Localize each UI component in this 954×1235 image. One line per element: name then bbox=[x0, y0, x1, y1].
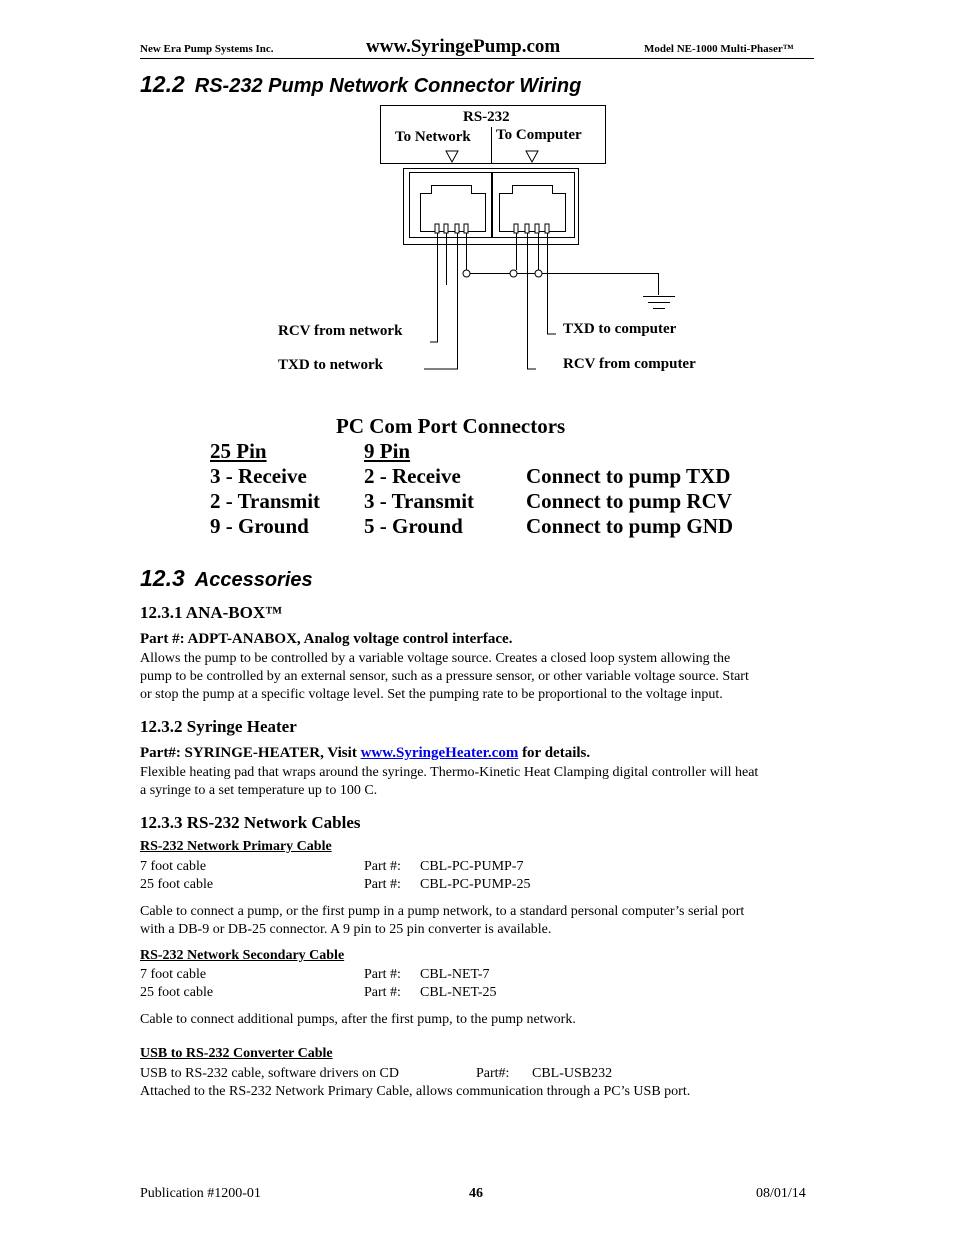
section-number: 12.3 bbox=[140, 565, 185, 591]
footer-date: 08/01/14 bbox=[756, 1186, 806, 1201]
row-25-ground: 9 - Ground bbox=[210, 514, 309, 538]
section-title: Accessories bbox=[194, 569, 313, 591]
anabox-line-2: pump to be controlled by an external sensor, such as a pressure sensor, or other variable voltage source. Start bbox=[140, 669, 749, 684]
secondary-row-2-label: Part #: bbox=[364, 985, 401, 1000]
rcv-from-computer-label: RCV from computer bbox=[563, 356, 696, 372]
usb-cable-label: Part#: bbox=[476, 1066, 510, 1081]
row-9-receive: 2 - Receive bbox=[364, 464, 461, 488]
footer-page-number: 46 bbox=[469, 1186, 483, 1201]
footer-publication: Publication #1200-01 bbox=[140, 1186, 261, 1201]
cables-heading: 12.3.3 RS-232 Network Cables bbox=[140, 813, 361, 832]
rcv-from-network-label: RCV from network bbox=[278, 323, 403, 339]
row-desc-txd: Connect to pump TXD bbox=[526, 464, 731, 488]
secondary-row-2-part: CBL-NET-25 bbox=[420, 985, 497, 1000]
to-network-label: To Network bbox=[395, 129, 471, 145]
primary-row-1-name: 7 foot cable bbox=[140, 859, 207, 874]
to-network-arrow-icon bbox=[446, 151, 458, 162]
usb-desc-line-1: Attached to the RS-232 Network Primary Cable, allows communication through a PC’s USB port. bbox=[140, 1084, 691, 1099]
primary-row-2-label: Part #: bbox=[364, 877, 401, 892]
heater-heading: 12.3.2 Syringe Heater bbox=[140, 717, 297, 736]
anabox-line-1: Allows the pump to be controlled by a variable voltage source. Creates a closed loop system allowing the bbox=[140, 651, 731, 666]
col-9-pin: 9 Pin bbox=[364, 439, 411, 463]
primary-row-2-name: 25 foot cable bbox=[140, 877, 214, 892]
row-9-transmit: 3 - Transmit bbox=[364, 489, 475, 513]
txd-to-computer-label: TXD to computer bbox=[563, 321, 677, 337]
primary-desc-line-2: with a DB-9 or DB-25 connector. A 9 pin to 25 pin converter is available. bbox=[140, 922, 552, 937]
to-computer-arrow-icon bbox=[526, 151, 538, 162]
section-title: RS-232 Pump Network Connector Wiring bbox=[194, 75, 582, 97]
heater-part bbox=[140, 745, 590, 762]
row-desc-gnd: Connect to pump GND bbox=[526, 514, 734, 538]
jack-right-frame bbox=[493, 173, 575, 238]
anabox-heading: 12.3.1 ANA-BOX™ bbox=[140, 603, 283, 622]
heater-part-prefix: Part#: SYRINGE-HEATER, Visit bbox=[140, 745, 361, 761]
jack-left-frame bbox=[410, 173, 492, 238]
secondary-row-1-label: Part #: bbox=[364, 967, 401, 982]
primary-desc-line-1: Cable to connect a pump, or the first pump in a pump network, to a standard personal computer’s serial port bbox=[140, 904, 745, 919]
row-25-transmit: 2 - Transmit bbox=[210, 489, 321, 513]
header-model: Model NE-1000 Multi-Phaser™ bbox=[644, 43, 794, 55]
primary-row-1-label: Part #: bbox=[364, 859, 401, 874]
section-12-3-heading bbox=[140, 565, 313, 592]
secondary-row-1-name: 7 foot cable bbox=[140, 967, 207, 982]
header-company: New Era Pump Systems Inc. bbox=[140, 43, 274, 55]
usb-cable-part: CBL-USB232 bbox=[532, 1066, 613, 1081]
heater-part-suffix: for details. bbox=[518, 745, 591, 761]
row-desc-rcv: Connect to pump RCV bbox=[526, 489, 732, 513]
anabox-line-3: or stop the pump at a specific voltage level. Set the pumping rate to be proportional to the voltage input. bbox=[140, 687, 723, 702]
usb-cable-name: USB to RS-232 cable, software drivers on CD bbox=[140, 1066, 399, 1081]
to-computer-label: To Computer bbox=[496, 127, 582, 143]
jack-left-outline bbox=[421, 186, 486, 232]
usb-cable-title: USB to RS-232 Converter Cable bbox=[140, 1046, 333, 1061]
ground-icon bbox=[643, 297, 675, 309]
secondary-row-2-name: 25 foot cable bbox=[140, 985, 214, 1000]
secondary-cable-title: RS-232 Network Secondary Cable bbox=[140, 948, 345, 963]
jack-right-outline bbox=[500, 186, 566, 232]
header-website: www.SyringePump.com bbox=[366, 36, 561, 57]
col-25-pin: 25 Pin bbox=[210, 439, 267, 463]
wiring-diagram bbox=[0, 0, 954, 400]
pc-com-title: PC Com Port Connectors bbox=[336, 414, 566, 438]
primary-cable-title: RS-232 Network Primary Cable bbox=[140, 839, 332, 854]
primary-row-2-part: CBL-PC-PUMP-25 bbox=[420, 877, 531, 892]
rs232-label: RS-232 bbox=[463, 109, 510, 125]
anabox-part: Part #: ADPT-ANABOX, Analog voltage control interface. bbox=[140, 631, 513, 647]
txd-to-network-label: TXD to network bbox=[278, 357, 383, 373]
section-number: 12.2 bbox=[140, 71, 185, 97]
row-25-receive: 3 - Receive bbox=[210, 464, 307, 488]
secondary-row-1-part: CBL-NET-7 bbox=[420, 967, 490, 982]
wires bbox=[424, 233, 659, 369]
syringe-heater-link[interactable]: www.SyringeHeater.com bbox=[360, 745, 519, 761]
heater-line-1: Flexible heating pad that wraps around the syringe. Thermo-Kinetic Heat Clamping digital controller will heat bbox=[140, 765, 759, 780]
primary-row-1-part: CBL-PC-PUMP-7 bbox=[420, 859, 524, 874]
row-9-ground: 5 - Ground bbox=[364, 514, 463, 538]
heater-line-2: a syringe to a set temperature up to 100 C. bbox=[140, 783, 378, 798]
secondary-desc-line-1: Cable to connect additional pumps, after the first pump, to the pump network. bbox=[140, 1012, 576, 1027]
